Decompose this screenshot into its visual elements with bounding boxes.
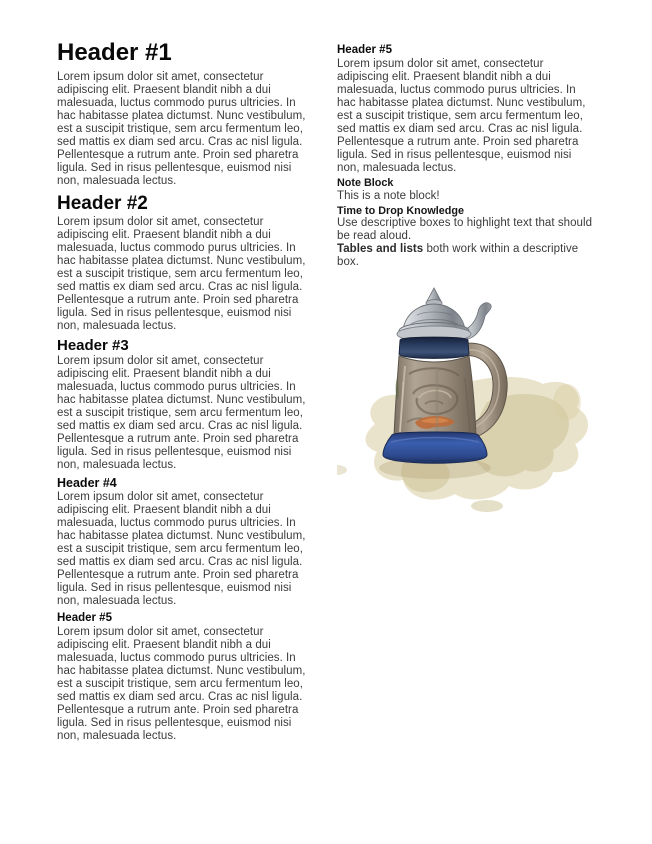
paragraph-5: Lorem ipsum dolor sit amet, consectetur adipiscing elit. Praesent blandit nibh a dui malesuada, luctus commodo purus ultricies. In hac habitasse platea dictumst. Nunc vestibulum, est a suscipit tristique, sem arcu fermentum leo, sed mattis ex diam sed arcu. Cras ac nisl ligula. Pellentesque a rutrum ante. Proin sed pharetra ligula. Sed in risus pellentesque, euismod nisi non, malesuada lectus. bbox=[57, 626, 306, 742]
two-column-layout bbox=[57, 40, 616, 743]
stein-figure bbox=[337, 282, 595, 522]
note-block-heading: Note Block bbox=[337, 177, 394, 189]
tables-note-rest: both work within a descriptive box. bbox=[337, 243, 579, 268]
stein-base bbox=[383, 432, 487, 463]
stein-lid bbox=[397, 288, 471, 342]
paragraph-2: Lorem ipsum dolor sit amet, consectetur adipiscing elit. Praesent blandit nibh a dui malesuada, luctus commodo purus ultricies. In hac habitasse platea dictumst. Nunc vestibulum, est a suscipit tristique, sem arcu fermentum leo, sed mattis ex diam sed arcu. Cras ac nisl ligula. Pellentesque a rutrum ante. Proin sed pharetra ligula. Sed in risus pellentesque, euismod nisi non, malesuada lectus. bbox=[57, 216, 306, 332]
knowledge-text: Use descriptive boxes to highlight text that should be read aloud. bbox=[337, 217, 593, 242]
paragraph-6: Lorem ipsum dolor sit amet, consectetur adipiscing elit. Praesent blandit nibh a dui malesuada, luctus commodo purus ultricies. In hac habitasse platea dictumst. Nunc vestibulum, est a suscipit tristique, sem arcu fermentum leo, sed mattis ex diam sed arcu. Cras ac nisl ligula. Pellentesque a rutrum ante. Proin sed pharetra ligula. Sed in risus pellentesque, euismod nisi non, malesuada lectus. bbox=[337, 58, 586, 174]
note-block-text: This is a note block! bbox=[337, 189, 440, 202]
header-5-right: Header #5 bbox=[337, 44, 392, 56]
stein-top-band bbox=[399, 337, 469, 359]
header-4: Header #4 bbox=[57, 476, 117, 490]
tables-note-bold: Tables and lists bbox=[337, 243, 424, 255]
column-left bbox=[57, 40, 315, 743]
stein-illustration bbox=[337, 282, 595, 522]
header-3: Header #3 bbox=[57, 337, 129, 354]
knowledge-heading: Time to Drop Knowledge bbox=[337, 204, 464, 217]
header-5-left: Header #5 bbox=[57, 612, 112, 624]
paragraph-1: Lorem ipsum dolor sit amet, consectetur adipiscing elit. Praesent blandit nibh a dui malesuada, luctus commodo purus ultricies. In hac habitasse platea dictumst. Nunc vestibulum, est a suscipit tristique, sem arcu fermentum leo, sed mattis ex diam sed arcu. Cras ac nisl ligula. Pellentesque a rutrum ante. Proin sed pharetra ligula. Sed in risus pellentesque, euismod nisi non, malesuada lectus. bbox=[57, 71, 306, 187]
header-2: Header #2 bbox=[57, 193, 148, 214]
column-right bbox=[337, 40, 595, 522]
tables-note bbox=[337, 243, 595, 269]
stein-body bbox=[394, 356, 476, 437]
header-1: Header #1 bbox=[57, 39, 172, 66]
paragraph-4: Lorem ipsum dolor sit amet, consectetur adipiscing elit. Praesent blandit nibh a dui malesuada, luctus commodo purus ultricies. In hac habitasse platea dictumst. Nunc vestibulum, est a suscipit tristique, sem arcu fermentum leo, sed mattis ex diam sed arcu. Cras ac nisl ligula. Pellentesque a rutrum ante. Proin sed pharetra ligula. Sed in risus pellentesque, euismod nisi non, malesuada lectus. bbox=[57, 491, 306, 607]
paragraph-3: Lorem ipsum dolor sit amet, consectetur adipiscing elit. Praesent blandit nibh a dui malesuada, luctus commodo purus ultricies. In hac habitasse platea dictumst. Nunc vestibulum, est a suscipit tristique, sem arcu fermentum leo, sed mattis ex diam sed arcu. Cras ac nisl ligula. Pellentesque a rutrum ante. Proin sed pharetra ligula. Sed in risus pellentesque, euismod nisi non, malesuada lectus. bbox=[57, 355, 306, 471]
